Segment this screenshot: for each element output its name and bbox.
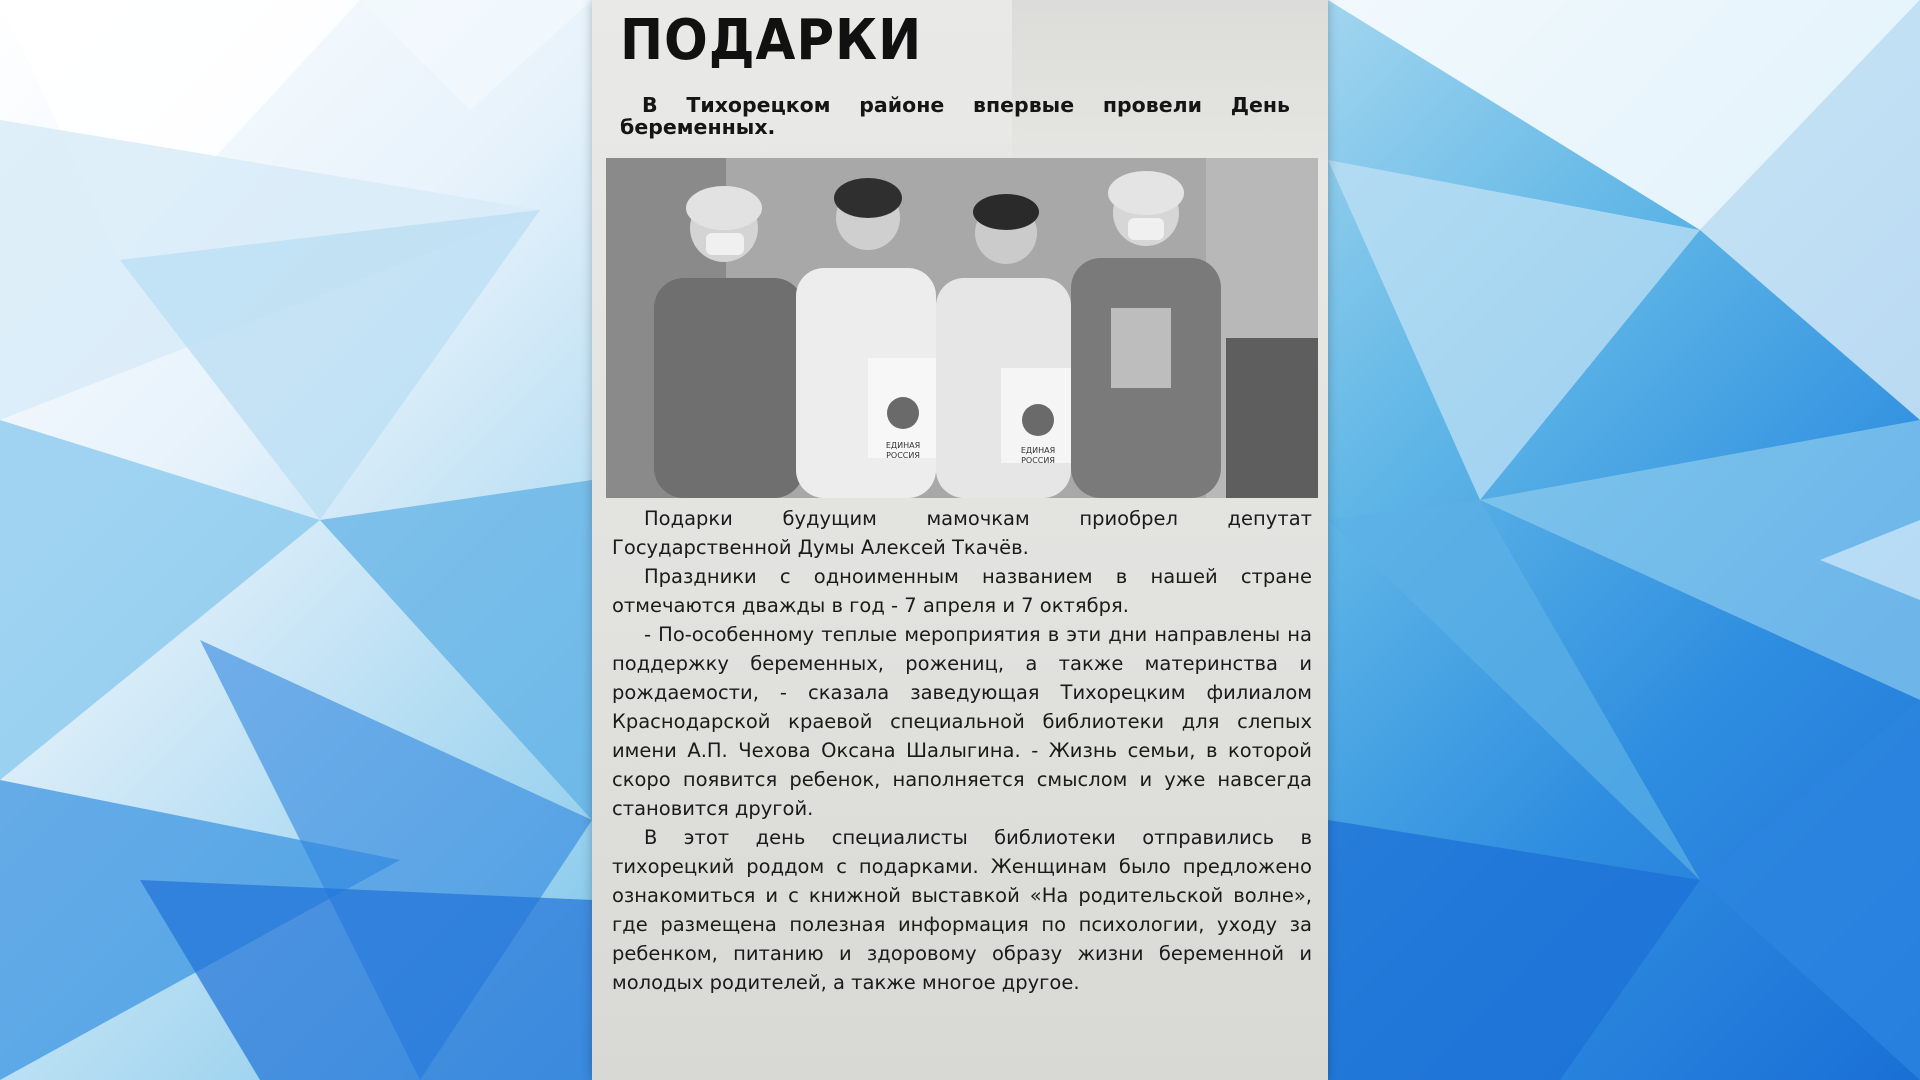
article-lead: В Тихорецком районе впервые провели День беременных. [620,93,1290,139]
bag-logo-text-4: РОССИЯ [1021,456,1055,465]
bag-logo-text-1: ЕДИНАЯ [885,441,921,450]
bag-logo-text-3: ЕДИНАЯ [1020,446,1056,455]
photo-illustration [606,158,1318,498]
newspaper-clipping [592,0,1328,1080]
article-headline: ПОДАРКИ [620,8,923,73]
article-paragraph: Праздники с одноименным названием в нашей стране отмечаются дважды в год - 7 апреля и 7 октября. [612,565,1312,617]
article-paragraph: В этот день специалисты библиотеки отправились в тихорецкий роддом с подарками. Женщинам было предложено ознакомиться и с книжной выставкой «На родительской волне», где размещена полезная информация по психологии, уходу за ребенком, питанию и здоровому образу жизни беременной и молодых родителей, а также многое другое. [612,826,1312,994]
article-paragraph: - По-особенному теплые мероприятия в эти дни направлены на поддержку беременных, рожениц, а также материнства и рождаемости, - сказала заведующая Тихорецким филиалом Краснодарской краевой специальной библиотеки для слепых имени А.П. Чехова Оксана Шалыгина. - Жизнь семьи, в которой скоро появится ребенок, наполняется смыслом и уже навсегда становится другой. [612,623,1312,820]
article-paragraph: Подарки будущим мамочкам приобрел депутат Государственной Думы Алексей Ткачёв. [612,507,1312,559]
bag-logo-text-2: РОССИЯ [886,451,920,460]
article-body [612,504,1312,997]
article-photo [606,158,1318,498]
